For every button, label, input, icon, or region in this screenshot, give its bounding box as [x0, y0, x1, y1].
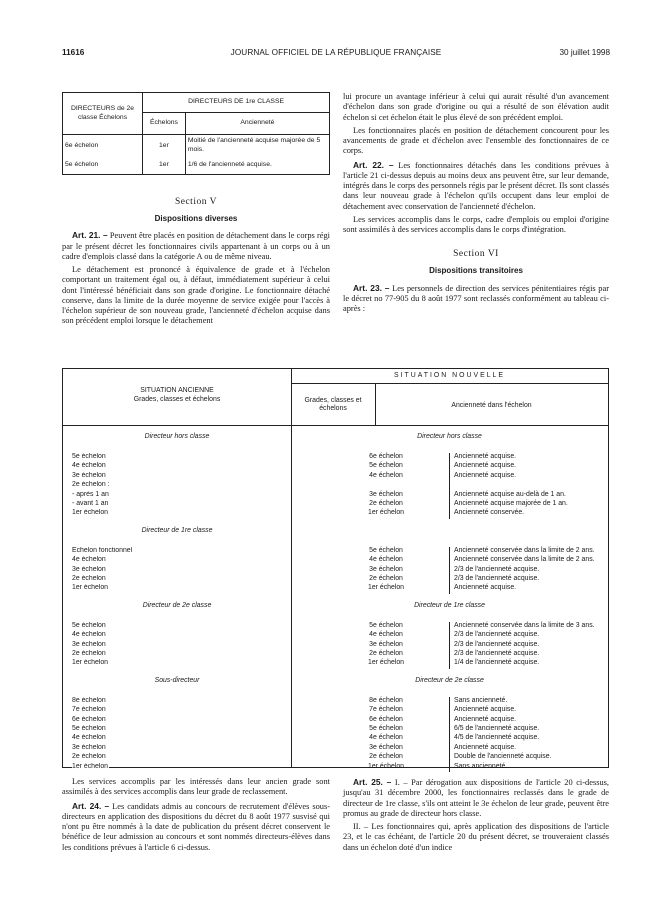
small-table-row-new: 1er [143, 135, 186, 157]
seniority-cell: 1/4 de l'ancienneté acquise. [449, 659, 609, 668]
old-situation-header: SITUATION ANCIENNE [140, 387, 214, 394]
old-grade-cell [72, 659, 262, 669]
new-grade-cell: 5e échelon [369, 725, 403, 732]
old-grade-label: 4e échelon [72, 556, 106, 564]
old-grade-label: 3e échelon [72, 640, 106, 648]
new-grade-cell: 5e échelon [369, 546, 403, 554]
new-grade-cell: 8e échelon [369, 696, 403, 704]
seniority-cell: Ancienneté conservée. [449, 509, 609, 518]
old-grade-label: 2e échelon [72, 575, 106, 582]
dot-leader [72, 713, 262, 714]
paragraph: Le détachement est prononcé à équivalence de grade et à l'échelon comportant un traitement égal ou, à défaut, immédiatement supérieur à celui dont l'intéressé bénéficiait dans son grade d'origine. Le fonctionnaire détaché conserve, dans la limite de la durée moyenne de service exigée pour l'accès à l'échelon supérieur de son nouveau grade, l'ancienneté d'échelon acquise dans son précédent emploi lorsque le détachement [62, 265, 330, 326]
new-grade-cell: 4e échelon [369, 734, 403, 742]
publication-date: 30 juillet 1998 [559, 48, 610, 57]
seniority-header: Ancienneté dans l'échelon [451, 402, 532, 409]
old-grade-label: 2e échelon [72, 753, 106, 761]
seniority-cell: 2/3 de l'ancienneté acquise. [449, 631, 609, 640]
new-grade-cell: 4e échelon [369, 471, 403, 479]
section-v-title: Section V [174, 197, 218, 207]
paragraph: Les fonctionnaires placés en position de détachement concourent pour les avancements de grade et d'échelon avec l'ensemble des fonctionnaires de ce corps. [343, 125, 609, 156]
seniority-cell: Ancienneté acquise. [449, 472, 609, 481]
dot-leader [72, 732, 262, 733]
header-divider [291, 383, 608, 384]
right-column [343, 92, 609, 317]
paragraph: Les services accomplis dans le corps, cadre d'emplois ou emploi d'origine sont assimilés à des services accomplis dans le corps d'intégration. [343, 214, 609, 234]
old-grade-label: 2e échelon [72, 650, 106, 657]
article-21-text: Peuvent être placés en position de détachement dans le corps régi par le présent décret les fonctionnaires civils appartenant à un corps ou à un cadre d'emplois classé dans la catégorie A ou de même niveau. [62, 231, 331, 261]
dot-leader [72, 657, 262, 658]
dot-leader [72, 460, 262, 461]
old-grade-label: 3e échelon [72, 743, 106, 751]
seniority-cell: 2/3 de l'ancienneté acquise. [449, 566, 609, 575]
left-column [62, 92, 330, 330]
new-grade-cell: 1er échelon [367, 762, 404, 770]
old-grade-label: 5e échelon [72, 725, 106, 732]
article-21-label: Art. 21. – [72, 230, 108, 241]
article-25-label: Art. 25. – [353, 777, 392, 787]
article-25-text: I. – Par dérogation aux dispositions de l'article 20 ci-dessus, jusqu'au 31 décembre 2000, les fonctionnaires reclassés dans le grade de directeur de 1re classe, s'ils ont atteint le 3e échelon de leur grade, peuvent être promus au grade de directeur hors classe. [343, 778, 610, 818]
seniority-cell: Ancienneté acquise au-delà de 1 an. [449, 491, 609, 500]
article-23 [343, 283, 609, 315]
seniority-cell: Ancienneté acquise. [449, 716, 609, 725]
old-grade-label: - avant 1 an [72, 500, 109, 507]
new-grade-cell: 3e échelon [369, 743, 403, 751]
dot-leader [72, 563, 262, 564]
new-group-title: Directeur de 1re classe [414, 601, 485, 609]
new-grade-cell: 7e échelon [369, 706, 403, 714]
new-grade-cell: 4e échelon [369, 631, 403, 639]
paragraph: II. – Les fonctionnaires qui, après application des dispositions de l'article 23, et le cas échéant, de l'article 20 du présent décret, se trouveraient classés dans un échelon doté d'un indice [343, 822, 609, 852]
article-22 [343, 160, 609, 212]
old-grade-label: - après 1 an [72, 490, 109, 498]
seniority-cell: Ancienneté acquise. [449, 706, 609, 715]
old-grade-label: 4e échelon [72, 462, 106, 470]
old-grade-cell [72, 509, 262, 519]
new-grade-cell: 2e échelon [369, 575, 403, 582]
seniority-cell: 2/3 de l'ancienneté acquise. [449, 650, 609, 659]
dot-leader [72, 741, 262, 742]
seniority-cell: Sans ancienneté. [449, 697, 609, 706]
seniority-cell: 6/5 de l'ancienneté acquise. [449, 725, 609, 734]
dot-leader [72, 638, 262, 639]
old-situation-subheader: Grades, classes et échelons [133, 396, 221, 403]
seniority-cell: Ancienneté acquise. [449, 462, 609, 471]
new-grade-cell: 1er échelon [367, 509, 404, 517]
article-25 [343, 777, 609, 819]
seniority-cell: Ancienneté acquise. [449, 744, 609, 753]
seniority-cell: 2/3 de l'ancienneté acquise. [449, 575, 609, 584]
small-table-row-anc: Moitié de l'ancienneté acquise majorée de 5 mois. [185, 135, 329, 157]
seniority-cell: Ancienneté conservée dans la limite de 3 ans. [449, 622, 609, 631]
article-23-label: Art. 23. – [353, 282, 390, 293]
old-grade-label: 7e échelon [72, 706, 106, 714]
old-grade-label: 1er échelon [72, 659, 109, 667]
dot-leader [72, 591, 262, 592]
new-grade-cell: 6e échelon [369, 715, 403, 723]
new-grade-cell: 6e échelon [369, 453, 403, 460]
old-group-title: Sous-directeur [154, 676, 200, 684]
old-grade-label: 1er échelon [72, 509, 109, 517]
new-group-title: Directeur hors classe [417, 433, 482, 440]
new-grade-cell: 3e échelon [369, 565, 403, 573]
new-grade-cell: 2e échelon [369, 753, 403, 761]
journal-title: JOURNAL OFFICIEL DE LA RÉPUBLIQUE FRANÇAISE [230, 48, 442, 57]
old-grade-label: 2e échelon : [72, 481, 110, 489]
old-group-title: Directeur de 2e classe [142, 601, 212, 609]
old-grade-label: 6e échelon [72, 715, 106, 723]
new-grade-cell: 5e échelon [369, 621, 403, 629]
seniority-cell: Ancienneté conservée dans la limite de 2 ans. [449, 556, 609, 565]
old-grade-label: Échelon fonctionnel [72, 546, 133, 554]
old-group-title: Directeur de 1re classe [141, 526, 213, 534]
old-grade-cell [72, 763, 262, 773]
new-grade-cell: 1er échelon [367, 584, 404, 592]
new-grade-cell: 2e échelon [369, 650, 403, 657]
dot-leader [72, 469, 262, 470]
small-reclass-table [62, 92, 330, 175]
section-v-subtitle: Dispositions diverses [154, 213, 238, 223]
article-22-text: Les fonctionnaires détachés dans les conditions prévues à l'article 21 ci-dessus depuis au moins deux ans peuvent être, sur leur demande, intégrés dans le corps des personnels régis par le présent décret. Ils sont classés dans leur nouveau grade à l'échelon qu'ils occupent dans leur emploi de détachement avec conservation de l'ancienneté d'échelon. [343, 160, 610, 211]
new-grades-header: Grades, classes et échelons [304, 397, 362, 413]
old-grade-label: 1er échelon [72, 584, 109, 592]
dot-leader [72, 516, 262, 517]
small-table-col2-header: Échelons [143, 113, 186, 135]
page-header [62, 48, 610, 60]
seniority-cell: Sans ancienneté. [449, 763, 609, 772]
small-table-col3-header: Ancienneté [185, 113, 329, 135]
section-vi-subtitle: Dispositions transitoires [429, 265, 523, 275]
seniority-cell: Double de l'ancienneté acquise. [449, 753, 609, 762]
small-table-row-anc: 1/6 de l'ancienneté acquise. [185, 157, 329, 175]
small-table-group-header: DIRECTEURS DE 1re CLASSE [143, 93, 330, 113]
page-number: 11616 [62, 48, 85, 57]
article-21 [62, 230, 330, 262]
header-divider [63, 425, 608, 426]
paragraph: lui procure un avantage inférieur à celui qui aurait résulté d'un avancement d'échelon dans son grade d'origine ou qui a résulté de son élévation audit échelon si cet échelon était le plus élevé de son précédent emploi. [343, 92, 609, 122]
old-grade-label: 5e échelon [72, 621, 106, 629]
old-grade-label: 5e échelon [72, 453, 106, 460]
seniority-cell: Ancienneté acquise. [449, 453, 609, 462]
new-grade-cell: 1er échelon [367, 659, 404, 667]
new-grade-cell: 4e échelon [369, 556, 403, 564]
article-22-label: Art. 22. – [353, 159, 394, 170]
new-grade-cell: 5e échelon [369, 462, 403, 470]
old-grade-cell [72, 584, 262, 594]
new-group-title: Directeur de 2e classe [415, 676, 484, 684]
dot-leader [72, 507, 262, 508]
reclassification-table [62, 368, 609, 768]
new-grade-cell: 3e échelon [369, 490, 403, 498]
dot-leader [72, 488, 262, 489]
bottom-right-column [343, 777, 609, 856]
new-grade-cell: 3e échelon [369, 640, 403, 648]
article-24 [62, 801, 330, 853]
bottom-left-column [62, 777, 330, 856]
small-table-row-ech: 5e échelon [63, 157, 143, 175]
dot-leader [72, 582, 262, 583]
old-group-title: Directeur hors classe [144, 433, 210, 440]
seniority-cell: Ancienneté acquise. [449, 584, 609, 593]
old-grade-label: 4e échelon [72, 631, 106, 639]
old-grade-label: 3e échelon [72, 565, 106, 573]
new-situation-header: SITUATION NOUVELLE [394, 372, 505, 379]
section-vi-title: Section VI [453, 249, 499, 260]
seniority-cell: Ancienneté acquise majorée de 1 an. [449, 500, 609, 509]
dot-leader [72, 666, 262, 667]
small-table-col1-header: DIRECTEURS de 2e classe Échelons [63, 93, 143, 135]
article-24-text: Les candidats admis au concours de recrutement d'élèves sous-directeurs en application des dispositions du décret du 8 août 1977 susvisé qui n'ont pu être nommés à la date de publication du présent décret conservent le bénéfice de leur admission au concours et sont nommés directeurs-élèves dans les conditions prévues à l'article 6 ci-dessus. [62, 801, 331, 852]
seniority-cell [449, 481, 609, 490]
new-grade-cell: 2e échelon [369, 500, 403, 507]
article-24-label: Art. 24. – [72, 800, 110, 811]
small-table-row-ech: 6e échelon [63, 135, 143, 157]
old-grade-label: 3e échelon [72, 471, 106, 479]
paragraph: Les services accomplis par les intéressés dans leur ancien grade sont assimilés à des services accomplis dans leur grade de reclassement. [62, 777, 330, 797]
seniority-cell: 4/5 de l'ancienneté acquise. [449, 734, 609, 743]
old-grade-label: 1er échelon [72, 762, 109, 770]
old-grade-label: 8e échelon [72, 696, 106, 704]
seniority-cell: 2/3 de l'ancienneté acquise. [449, 641, 609, 650]
column-divider [291, 369, 292, 767]
dot-leader [72, 760, 262, 761]
article-23-text: Les personnels de direction des services pénitentiaires régis par le décret no 77-905 du 8 août 1977 sont reclassés conformément au tableau ci-après : [343, 283, 609, 314]
old-grade-label: 4e échelon [72, 734, 106, 742]
small-table-row-new: 1er [143, 157, 186, 175]
seniority-cell: Ancienneté conservée dans la limite de 2 ans. [449, 547, 609, 556]
